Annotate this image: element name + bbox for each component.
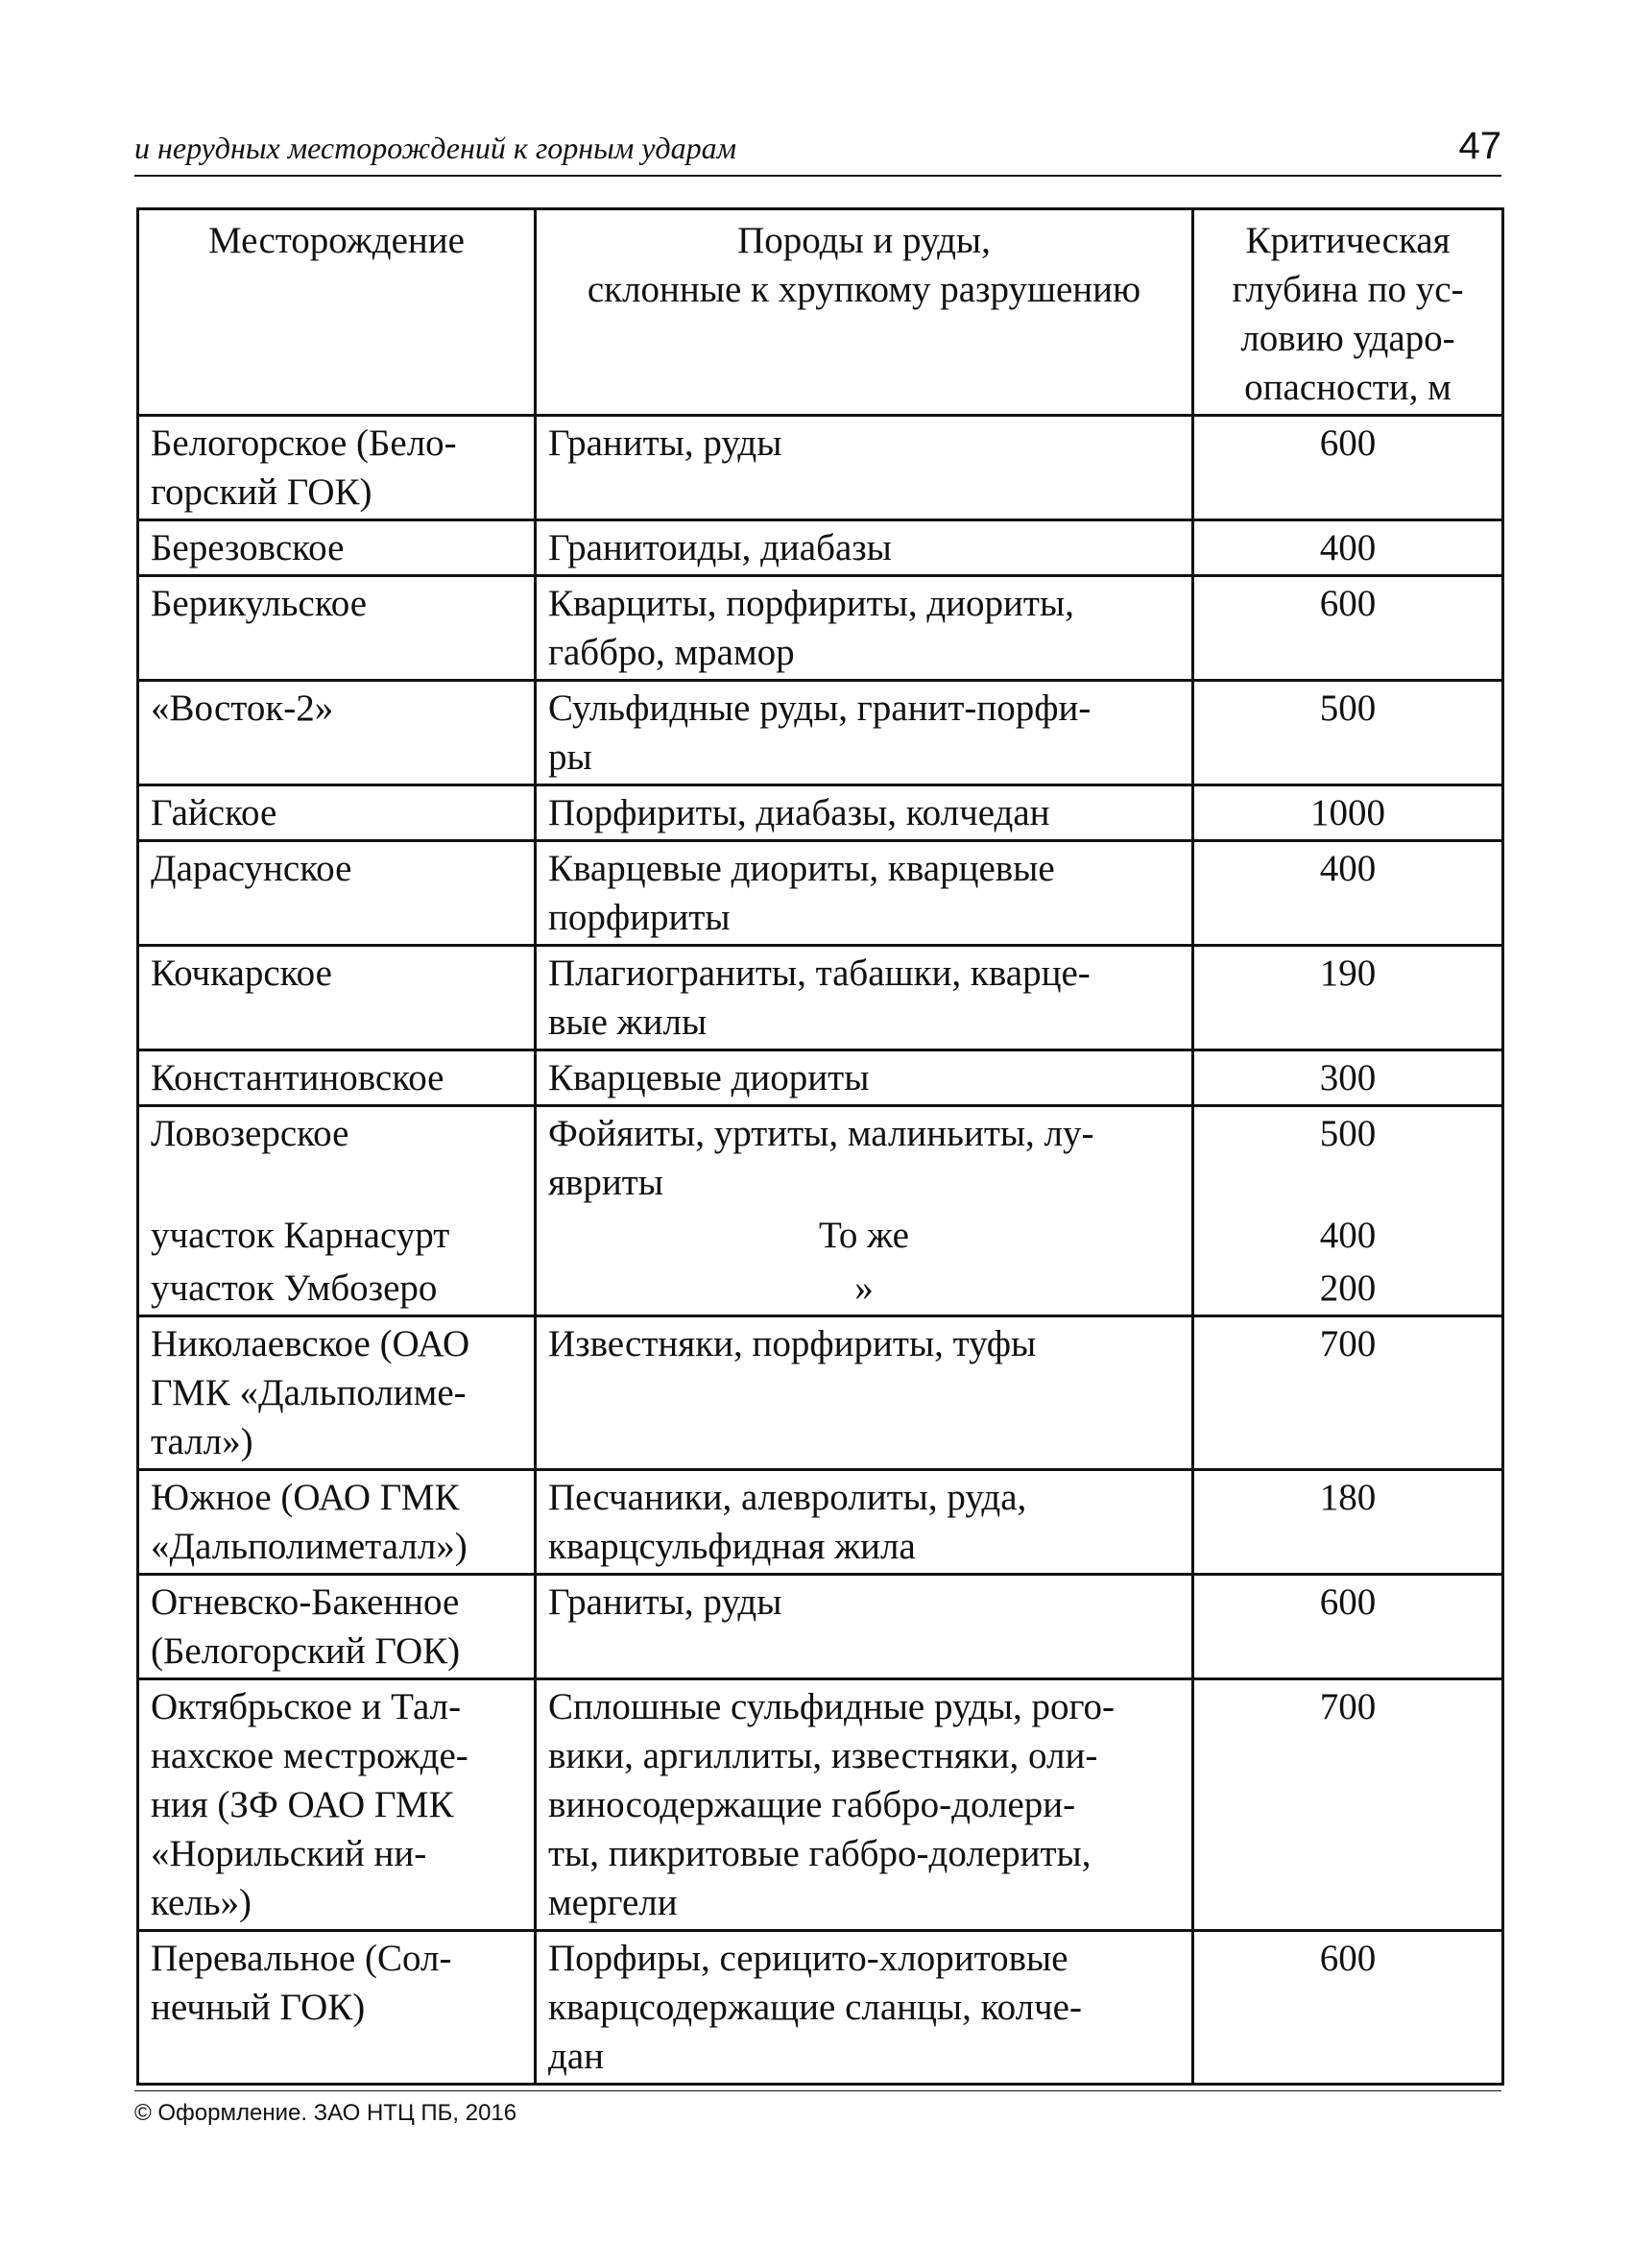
deposit-cell: Южное (ОАО ГМК «Дальполиметалл») [138, 1470, 536, 1575]
rocks-cell: Песчаники, алевролиты, руда, кварцсульфидная жила [536, 1470, 1193, 1575]
table-row [138, 1679, 1503, 1931]
table-row [138, 1316, 1503, 1470]
rocks-cell: Сплошные сульфидные руды, рого- вики, аргиллиты, известняки, оли- виносодержащие габбро-долери- ты, пикритовые габбро-долериты, мергели [536, 1679, 1193, 1931]
rocks-cell: Известняки, порфириты, туфы [536, 1316, 1193, 1470]
table-row [138, 1209, 1503, 1262]
table-row [138, 1575, 1503, 1679]
depth-cell: 600 [1193, 1931, 1503, 2085]
running-title: и нерудных месторождений к горным ударам [134, 131, 736, 165]
page-number: 47 [1458, 125, 1501, 167]
rocks-cell: То же [536, 1209, 1193, 1262]
rocks-cell: Порфириты, диабазы, колчедан [536, 785, 1193, 841]
table-row [138, 785, 1503, 841]
rocks-cell: Сульфидные руды, гранит-порфи- ры [536, 681, 1193, 785]
deposit-cell: Перевальное (Сол- нечный ГОК) [138, 1931, 536, 2085]
depth-cell: 400 [1193, 520, 1503, 576]
deposit-cell: Дарасунское [138, 841, 536, 946]
deposit-cell: Березовское [138, 520, 536, 576]
column-header-deposit: Месторождение [138, 209, 536, 416]
deposit-cell: Кочкарское [138, 946, 536, 1050]
rocks-cell: Кварцевые диориты, кварцевые порфириты [536, 841, 1193, 946]
deposit-cell: «Восток-2» [138, 681, 536, 785]
footer-rule [134, 2090, 1501, 2091]
copyright-notice: © Оформление. ЗАО НТЦ ПБ, 2016 [134, 2100, 517, 2126]
deposit-cell: Огневско-Бакенное (Белогорский ГОК) [138, 1575, 536, 1679]
rocks-cell: Кварциты, порфириты, диориты, габбро, мрамор [536, 576, 1193, 681]
column-header-depth: Критическая глубина по ус- ловию ударо- опасности, м [1193, 209, 1503, 416]
table-row [138, 576, 1503, 681]
deposit-cell: Гайское [138, 785, 536, 841]
table-row [138, 1931, 1503, 2085]
deposit-cell: Николаевское (ОАО ГМК «Дальполиме- талл») [138, 1316, 536, 1470]
table-header-row [138, 209, 1503, 416]
depth-cell: 400 [1193, 841, 1503, 946]
table-row [138, 681, 1503, 785]
deposit-cell: участок Умбозеро [138, 1262, 536, 1316]
depth-cell: 190 [1193, 946, 1503, 1050]
table-row [138, 841, 1503, 946]
table-row [138, 416, 1503, 520]
table-row [138, 1470, 1503, 1575]
column-header-rocks: Породы и руды, склонные к хрупкому разрушению [536, 209, 1193, 416]
rocks-cell: Гранитоиды, диабазы [536, 520, 1193, 576]
deposit-cell: участок Карнасурт [138, 1209, 536, 1262]
rocks-cell: Фойяиты, уртиты, малиньиты, лу- явриты [536, 1106, 1193, 1210]
depth-cell: 400 [1193, 1209, 1503, 1262]
depth-cell: 300 [1193, 1050, 1503, 1106]
rocks-cell: Граниты, руды [536, 416, 1193, 520]
rocks-cell: Граниты, руды [536, 1575, 1193, 1679]
depth-cell: 500 [1193, 1106, 1503, 1210]
deposit-cell: Ловозерское [138, 1106, 536, 1210]
deposit-cell: Белогорское (Бело- горский ГОК) [138, 416, 536, 520]
table-row [138, 1106, 1503, 1210]
table-row [138, 1050, 1503, 1106]
depth-cell: 700 [1193, 1679, 1503, 1931]
rocks-cell: » [536, 1262, 1193, 1316]
deposit-cell: Берикульское [138, 576, 536, 681]
depth-cell: 600 [1193, 1575, 1503, 1679]
deposit-cell: Октябрьское и Тал- нахское местрожде- ния (ЗФ ОАО ГМК «Норильский ни- кель») [138, 1679, 536, 1931]
table-row [138, 520, 1503, 576]
depth-cell: 200 [1193, 1262, 1503, 1316]
depth-cell: 700 [1193, 1316, 1503, 1470]
depth-cell: 600 [1193, 416, 1503, 520]
header-rule [134, 175, 1501, 177]
table-row [138, 946, 1503, 1050]
rocks-cell: Порфиры, серицито-хлоритовые кварцсодержащие сланцы, колче- дан [536, 1931, 1193, 2085]
depth-cell: 1000 [1193, 785, 1503, 841]
table-row [138, 1262, 1503, 1316]
depth-cell: 500 [1193, 681, 1503, 785]
rocks-cell: Плагиограниты, табашки, кварце- вые жилы [536, 946, 1193, 1050]
depth-cell: 600 [1193, 576, 1503, 681]
depth-cell: 180 [1193, 1470, 1503, 1575]
deposits-table [136, 207, 1504, 2086]
deposit-cell: Константиновское [138, 1050, 536, 1106]
rocks-cell: Кварцевые диориты [536, 1050, 1193, 1106]
